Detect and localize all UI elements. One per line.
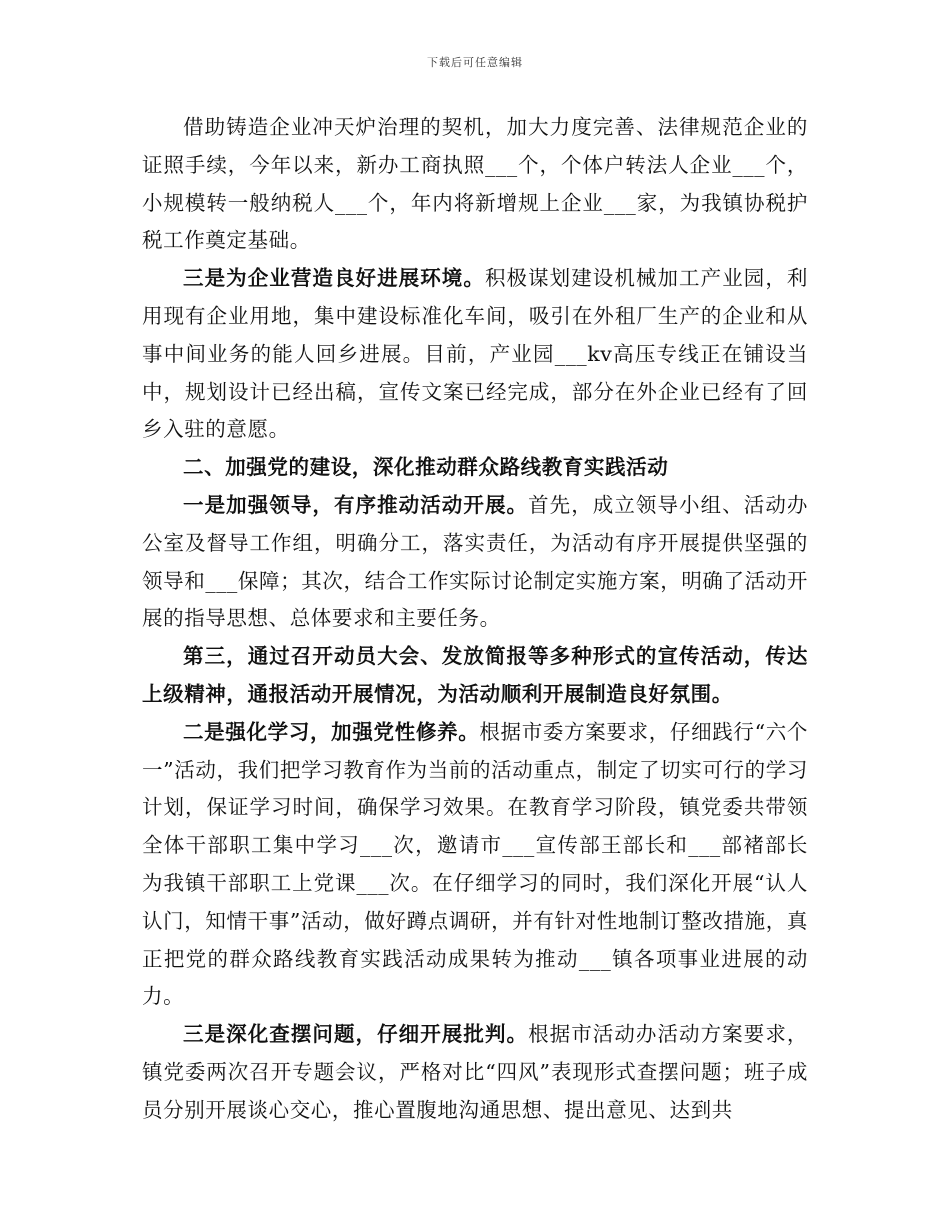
- paragraph-lead: 二是强化学习，加强党性修养。: [183, 719, 480, 744]
- paragraph-text: 首先，成立领导小组、活动办公室及督导工作组，明确分工，落实责任，为活动有序开展提供坚强的领导和___保障；其次，结合工作实际讨论制定实施方案，明确了活动开展的指导思想、总体要求和主要任务。: [142, 492, 808, 631]
- paragraph-study: [142, 714, 808, 1016]
- paragraph-text: 根据市活动办活动方案要求，镇党委两次召开专题会议，严格对比“四风”表现形式查摆问题；班子成员分别开展谈心交心，推心置腹地沟通思想、提出意见、达到共: [142, 1022, 808, 1122]
- paragraph-leadership: [142, 487, 808, 638]
- paragraph-publicity: 第三，通过召开动员大会、发放简报等多种形式的宣传活动，传达上级精神，通报活动开展情况，为活动顺利开展制造良好氛围。: [142, 644, 808, 706]
- section-heading-party-building: 二、加强党的建设，深化推动群众路线教育实践活动: [183, 455, 669, 480]
- paragraph-text: 积极谋划建设机械加工产业园，利用现有企业用地，集中建设标准化车间，吸引在外租厂生产的企业和从事中间业务的能人回乡进展。目前，产业园___kv高压专线正在铺设当中，规划设计已经出稿，宣传文案已经完成，部分在外企业已经有了回乡入驻的意愿。: [142, 266, 808, 442]
- paragraph-lead: 三是为企业营造良好进展环境。: [183, 266, 485, 291]
- paragraph-business-environment: [142, 260, 808, 449]
- paragraph-text: 根据市委方案要求，仔细践行“六个一”活动，我们把学习教育作为当前的活动重点，制定了切实可行的学习计划，保证学习时间，确保学习效果。在教育学习阶段，镇党委共带领全体干部职工集中学习___次，邀请市___宣传部王部长和___部褚部长为我镇干部职工上党课___次。在仔细学习的同时，我们深化开展“认人认门，知情干事”活动，做好蹲点调研，并有针对性地制订整改措施，真正把党的群众路线教育实践活动成果转为推动___镇各项事业进展的动力。: [142, 719, 808, 1009]
- page-header: 下载后可任意编辑: [427, 56, 523, 69]
- document-body: [142, 109, 808, 1130]
- paragraph-enterprise-licenses: [142, 109, 808, 260]
- paragraph-lead: 一是加强领导，有序推动活动开展。: [183, 492, 529, 517]
- paragraph-text: 借助铸造企业冲天炉治理的契机，加大力度完善、法律规范企业的证照手续，今年以来，新办工商执照___个，个体户转法人企业___个，小规模转一般纳税人___个，年内将新增规上企业___家，为我镇协税护税工作奠定基础。: [142, 115, 808, 253]
- paragraph-lead: 三是深化查摆问题，仔细开展批判。: [183, 1022, 529, 1047]
- paragraph-criticism: [142, 1016, 808, 1129]
